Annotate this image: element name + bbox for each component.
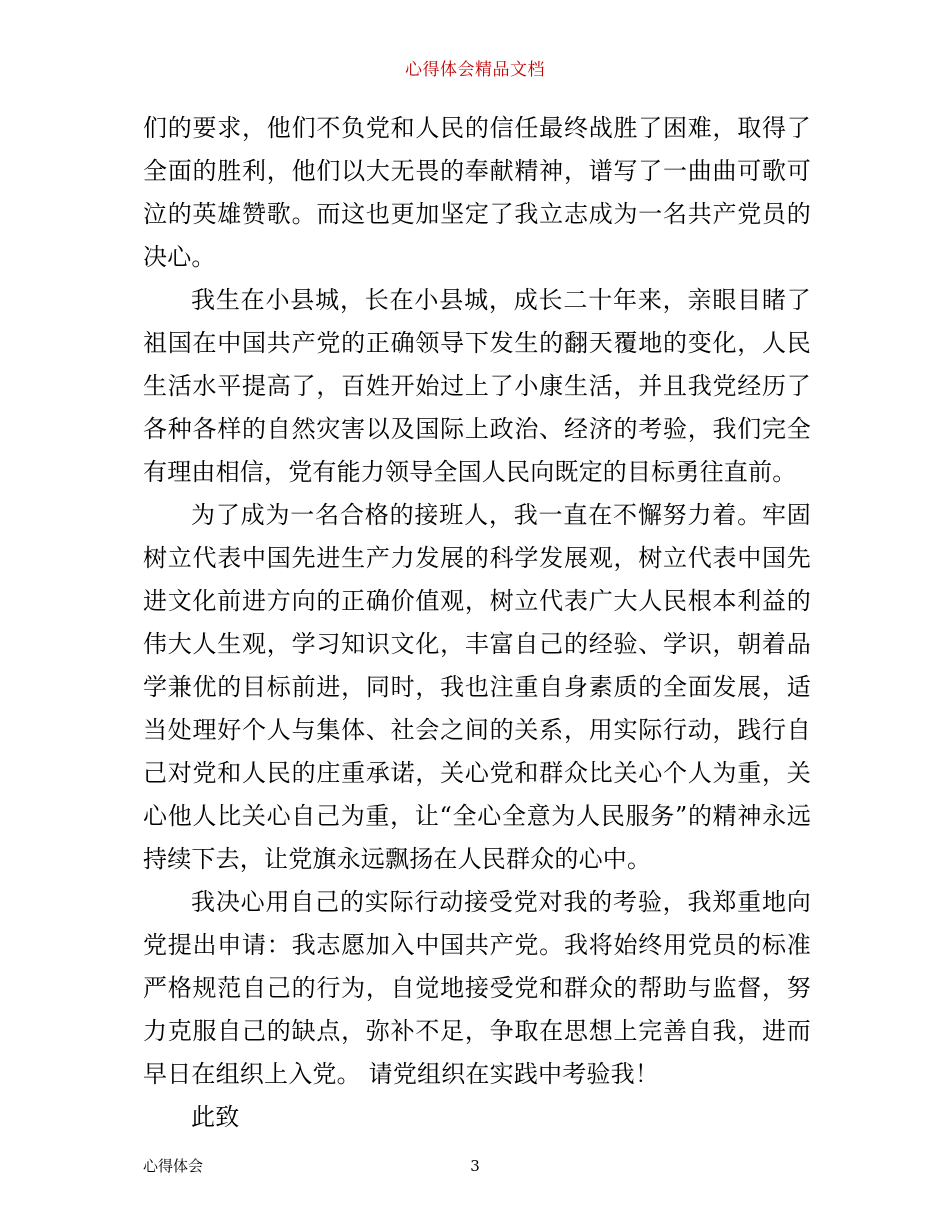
paragraph-salutation: 此致 xyxy=(191,1103,240,1131)
paragraph-continuation: 们的要求，他们不负党和人民的信任最终战胜了困难，取得了全面的胜利，他们以大无畏的奉献精神，谱写了一曲曲可歌可泣的英雄赞歌。而这也更加坚定了我立志成为一名共产党员的决心。 xyxy=(143,114,811,271)
paragraph-application: 我决心用自己的实际行动接受党对我的考验，我郑重地向党提出申请：我志愿加入中国共产党。我将始终用党员的标准严格规范自己的行为，自觉地接受党和群众的帮助与监督，努力克服自己的缺点，弥补不足，争取在思想上完善自我，进而早日在组织上入党。 请党组织在实践中考验我！ xyxy=(143,888,811,1088)
footer-label: 心得体会 xyxy=(143,1157,204,1175)
header-title: 心得体会精品文档 xyxy=(405,60,545,80)
document-body xyxy=(143,107,811,1139)
page-number: 3 xyxy=(470,1157,480,1175)
paragraph-efforts: 为了成为一名合格的接班人，我一直在不懈努力着。牢固树立代表中国先进生产力发展的科学发展观，树立代表中国先进文化前进方向的正确价值观，树立代表广大人民根本利益的伟大人生观，学习知识文化，丰富自己的经验、学识，朝着品学兼优的目标前进，同时，我也注重自身素质的全面发展，适当处理好个人与集体、社会之间的关系，用实际行动，践行自己对党和人民的庄重承诺，关心党和群众比关心个人为重，关心他人比关心自己为重，让“全心全意为人民服务”的精神永远持续下去，让党旗永远飘扬在人民群众的心中。 xyxy=(143,501,811,873)
paragraph-hometown: 我生在小县城，长在小县城，成长二十年来，亲眼目睹了祖国在中国共产党的正确领导下发生的翻天覆地的变化，人民生活水平提高了，百姓开始过上了小康生活，并且我党经历了各种各样的自然灾害以及国际上政治、经济的考验，我们完全有理由相信，党有能力领导全国人民向既定的目标勇往直前。 xyxy=(143,286,811,486)
